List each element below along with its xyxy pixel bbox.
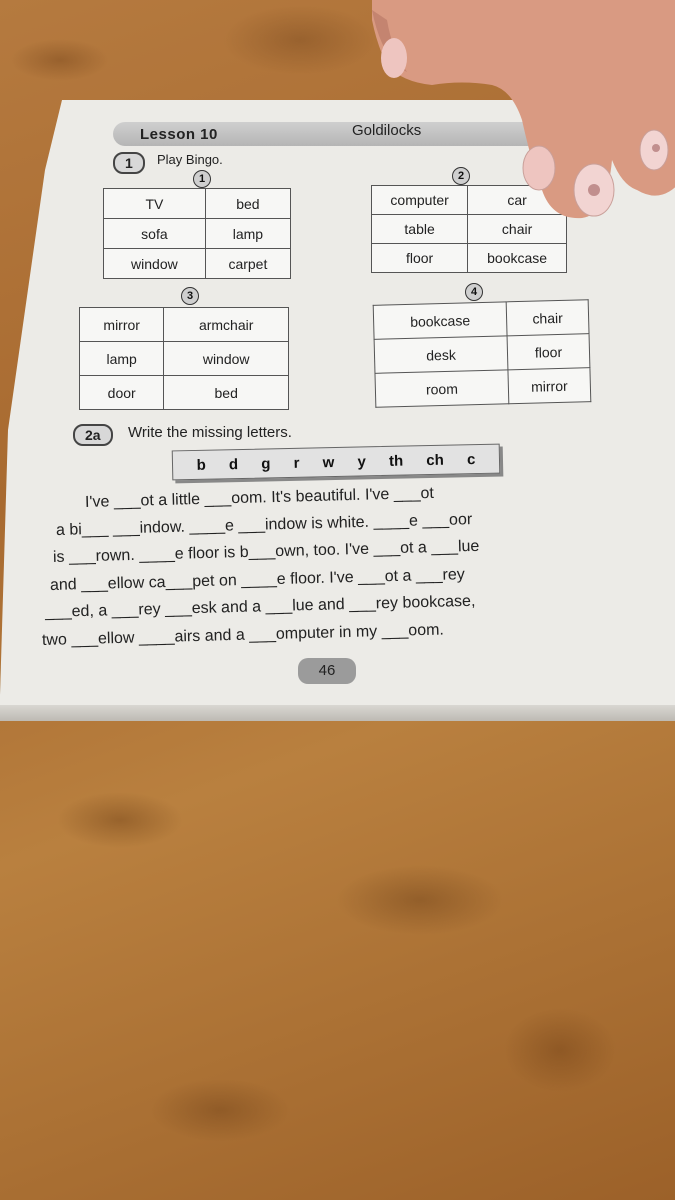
bingo-cell: window [164,342,289,376]
exercise-line: two ___ellow ____airs and a ___omputer in my ___oom. [41,621,445,649]
letter-option: b [196,456,206,474]
letter-option: c [466,450,476,468]
letter-option: g [261,454,271,473]
bingo-cell: car [468,186,567,215]
bingo-cell: bed [205,189,290,219]
bingo-cell: table [372,215,468,244]
bingo-cell: window [104,249,206,279]
bingo-cell: bookcase [468,244,567,273]
bingo-cell: bed [164,376,289,410]
page-edge [0,705,675,721]
bingo-cell: desk [374,336,508,373]
letter-option: d [228,455,239,473]
bingo-cell: room [375,370,509,407]
exercise-line: ___ed, a ___rey ___esk and a ___lue and ___rey bookcase, [44,592,476,621]
hand [372,0,675,225]
bingo-card-1-label: 1 [193,170,211,188]
page-number: 46 [298,658,356,684]
bingo-cell: mirror [80,308,164,342]
letter-option: w [322,453,335,471]
exercise-line: I've ___ot a little ___oom. It's beautiful. I've ___ot [84,484,435,511]
bingo-cell: chair [506,300,589,336]
bingo-cell: floor [507,334,590,370]
bingo-cell: armchair [164,308,289,342]
exercise-line: and ___ellow ca___pet on ____e floor. I've ___ot a ___rey [49,566,466,594]
exercise-line: is ___rown. ____e floor is b___own, too. I've ___ot a ___lue [52,537,480,566]
bingo-card-4-label: 4 [465,283,483,301]
bingo-cell: bookcase [373,302,507,339]
letter-option: y [357,452,366,471]
bingo-card-1 [103,188,291,279]
bingo-cell: TV [104,189,206,219]
exercise-1-instruction: Play Bingo. [157,152,223,167]
bingo-card-4 [373,299,592,408]
exercise-2a-instruction: Write the missing letters. [128,424,292,441]
bingo-cell: door [80,376,164,410]
bingo-card-3 [79,307,289,410]
exercise-1-number: 1 [113,152,145,174]
bingo-cell: computer [372,186,468,215]
bingo-cell: chair [468,215,567,244]
letter-option: ch [426,451,444,469]
bingo-cell: carpet [205,249,290,279]
bingo-card-3-label: 3 [181,287,199,305]
exercise-2a-number: 2a [73,424,113,446]
bingo-cell: floor [372,244,468,273]
letter-option: th [388,452,404,470]
section-title: Goldilocks [352,122,422,139]
exercise-line: a bi___ ___indow. ____e ___indow is white. ____e ___oor [55,511,473,539]
letter-option: r [293,454,300,472]
bingo-cell: lamp [205,219,290,249]
bingo-cell: lamp [80,342,164,376]
bingo-cell: sofa [104,219,206,249]
lesson-title: Lesson 10 [140,126,218,143]
bingo-cell: mirror [508,368,591,404]
bingo-card-2-label: 2 [452,167,470,185]
